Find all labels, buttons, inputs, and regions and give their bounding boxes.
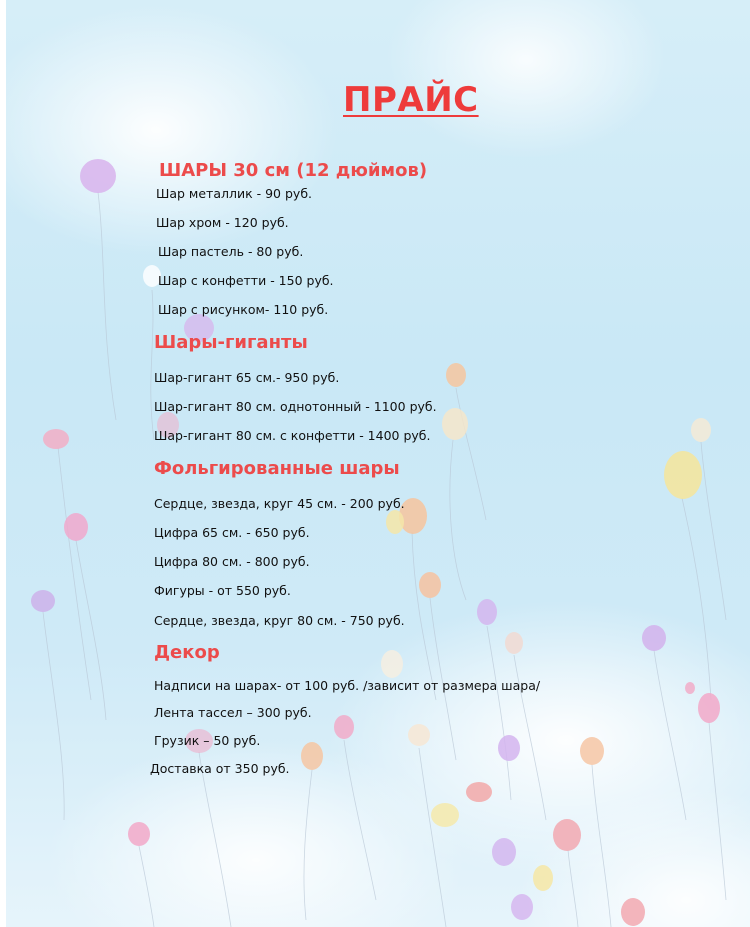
price-item: Шар-гигант 80 см. однотонный - 1100 руб.: [154, 399, 437, 414]
price-item: Шар металлик - 90 руб.: [156, 186, 312, 201]
page-title: ПРАЙС: [343, 80, 479, 120]
section-heading-balloons-30cm: ШАРЫ 30 см (12 дюймов): [159, 160, 428, 181]
price-item: Шар-гигант 65 см.- 950 руб.: [154, 370, 340, 385]
price-item: Надписи на шарах- от 100 руб. /зависит от размера шара/: [154, 678, 541, 693]
price-item: Лента тассел – 300 руб.: [154, 705, 312, 720]
price-item: Шар-гигант 80 см. с конфетти - 1400 руб.: [154, 428, 431, 443]
price-item: Шар хром - 120 руб.: [156, 215, 289, 230]
section-heading-foil-balloons: Фольгированные шары: [154, 458, 400, 479]
price-item: Шар пастель - 80 руб.: [158, 244, 304, 259]
price-item: Грузик – 50 руб.: [154, 733, 261, 748]
price-item: Шар с конфетти - 150 руб.: [158, 273, 334, 288]
price-item: Фигуры - от 550 руб.: [154, 583, 291, 598]
price-item: Цифра 65 см. - 650 руб.: [154, 525, 310, 540]
price-item: Сердце, звезда, круг 45 см. - 200 руб.: [154, 496, 405, 511]
price-item: Сердце, звезда, круг 80 см. - 750 руб.: [154, 613, 405, 628]
section-heading-giant-balloons: Шары-гиганты: [154, 332, 308, 353]
price-item: Цифра 80 см. - 800 руб.: [154, 554, 310, 569]
price-item: Шар с рисунком- 110 руб.: [158, 302, 329, 317]
price-item-delivery: Доставка от 350 руб.: [150, 761, 290, 776]
section-heading-decor: Декор: [154, 642, 220, 663]
price-list: [6, 0, 750, 927]
price-sheet-background: [6, 0, 750, 927]
